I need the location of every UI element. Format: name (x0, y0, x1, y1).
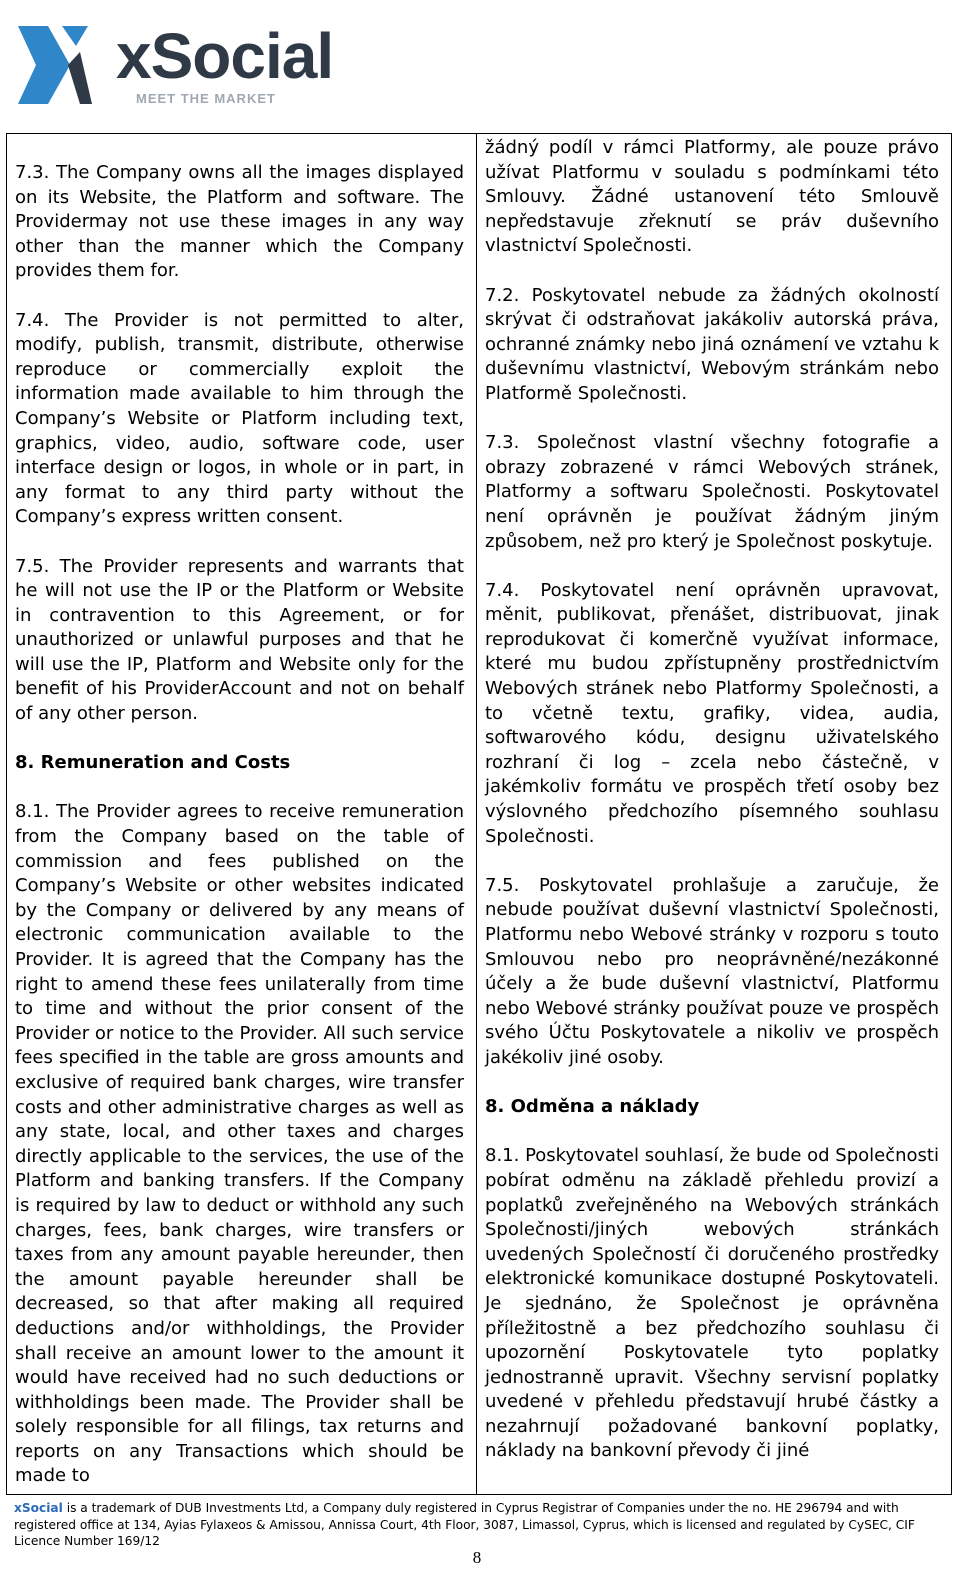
paragraph-7-1-cont-cz: žádný podíl v rámci Platformy, ale pouze právo užívat Platformu v souladu s podmínkami této Smlouvy. Žádné ustanovení této Smlouvě nepředstavuje zřeknutí se práv duševního vlastnictví Společnosti. (485, 137, 939, 257)
xsocial-logo-icon (18, 22, 118, 108)
paragraph-8-1-en: 8.1. The Provider agrees to receive remuneration from the Company based on the table of commission and fees published on the Company’s Website or other websites indicated by the Company or delivered by any means of electronic communication available to the Provider. It is agreed that the Company has the right to amend these fees unilaterally from time to time and without the prior consent of the Provider or notice to the Provider. All such service fees specified in the table are gross amounts and exclusive of required bank charges, wire transfer costs and other administrative charges as well as any state, local, and other taxes and charges directly applicable to the services, the use of the Platform and banking transfers. If the Company is required by law to deduct or withhold any such charges, fees, bank charges, wire transfers or taxes from any amount payable hereunder, then the amount payable hereunder shall be decreased, so that after making all required deductions and/or withholdings, the Provider shall receive an amount lower to the amount it would have received had no such deductions or withholdings been made. The Provider shall be solely responsible for all filings, tax returns and reports on any Transactions which should be made to (15, 801, 464, 1487)
logo-tagline: MEET THE MARKET (136, 91, 276, 106)
paragraph-7-3-en: 7.3. The Company owns all the images displayed on its Website, the Platform and software. The Providermay not use these images in any way other than the manner which the Company provides them for. (15, 162, 464, 282)
page-number: 8 (472, 1548, 482, 1567)
bilingual-text-table (6, 133, 952, 1495)
paragraph-7-4-cz: 7.4. Poskytovatel není oprávněn upravovat, měnit, publikovat, přenášet, distribuovat, jinak reprodukovat či komerčně využívat informace, které mu budou zpřístupněny prostřednictvím Webových stránek nebo Platformy Společnosti, a to včetně textu, grafiky, videa, audia, softwarového kódu, designu uživatelského rozhraní či log – zcela nebo částečně, v jakémkoliv formátu ve prospěch třetí osoby bez výslovného předchozího písemného souhlasu Společnosti. (485, 579, 939, 847)
paragraph-7-2-cz: 7.2. Poskytovatel nebude za žádných okolností skrývat či odstraňovat jakákoliv autorská práva, ochranné známky nebo jiná oznámení ve vztahu k duševnímu vlastnictví, Webovým stránkám nebo Platformě Společnosti. (485, 284, 939, 404)
czech-column (477, 134, 951, 1494)
section-8-heading-cz: 8. Odměna a náklady (485, 1096, 700, 1118)
paragraph-7-5-en: 7.5. The Provider represents and warrants that he will not use the IP or the Platform or Website in contravention to this Agreement, or for unauthorized or unlawful purposes and that he will use the IP, Platform and Website only for the benefit of his ProviderAccount and not on behalf of any other person. (15, 555, 464, 725)
xsocial-logo (18, 18, 338, 110)
logo-wordmark: xSocial (116, 20, 334, 92)
footer-brand: xSocial (14, 1501, 63, 1515)
section-8-heading-en: 8. Remuneration and Costs (15, 752, 291, 774)
paragraph-7-3-cz: 7.3. Společnost vlastní všechny fotografie a obrazy zobrazené v rámci Webových stránek, Platformy a softwaru Společnosti. Poskytovatel není oprávněn je používat žádným jiným způsobem, než pro který je Společnost poskytuje. (485, 432, 939, 552)
paragraph-7-4-en: 7.4. The Provider is not permitted to alter, modify, publish, transmit, distribute, otherwise reproduce or commercially exploit the information made available to him through the Company’s Website or Platform including text, graphics, video, audio, software code, user interface design or logos, in whole or in part, in any format to any third party without the Company’s express written consent. (15, 309, 464, 528)
paragraph-8-1-cz: 8.1. Poskytovatel souhlasí, že bude od Společnosti pobírat odměnu na základě přehledu provizí a poplatků zveřejněného na Webových stránkách Společnosti/jiných webových stránkách uvedených Společností či doručeného prostředky elektronické komunikace dostupné Poskytovateli. Je sjednáno, že Společnost je oprávněna příležitostně a bez předchozího souhlasu či upozornění Poskytovatele tyto poplatky jednostranně upravit. Všechny servisní poplatky uvedené v přehledu představují hrubé částky a nezahrnují požadované bankovní poplatky, náklady na bankovní převody či jiné (485, 1145, 939, 1462)
paragraph-7-5-cz: 7.5. Poskytovatel prohlašuje a zaručuje, že nebude používat duševní vlastnictví Společnosti, Platformu nebo Webové stránky v rozporu s touto Smlouvou nebo pro neoprávněné/nezákonné účely a že bude duševní vlastnictví, Platformu nebo Webové stránky používat pouze ve prospěch svého Účtu Poskytovatele a nikoliv ve prospěch jakékoliv jiné osoby. (485, 874, 939, 1068)
legal-footer (14, 1500, 934, 1550)
english-column (7, 134, 477, 1494)
footer-text: is a trademark of DUB Investments Ltd, a Company duly registered in Cyprus Registrar of Companies under the no. HE 296794 and with registered office at 134, Ayias Fylaxeos & Amissou, Annissa Court, 4th Floor, 3087, Limassol, Cyprus, which is licensed and regulated by CySEC, CIF Licence Number 169/12 (14, 1501, 915, 1548)
